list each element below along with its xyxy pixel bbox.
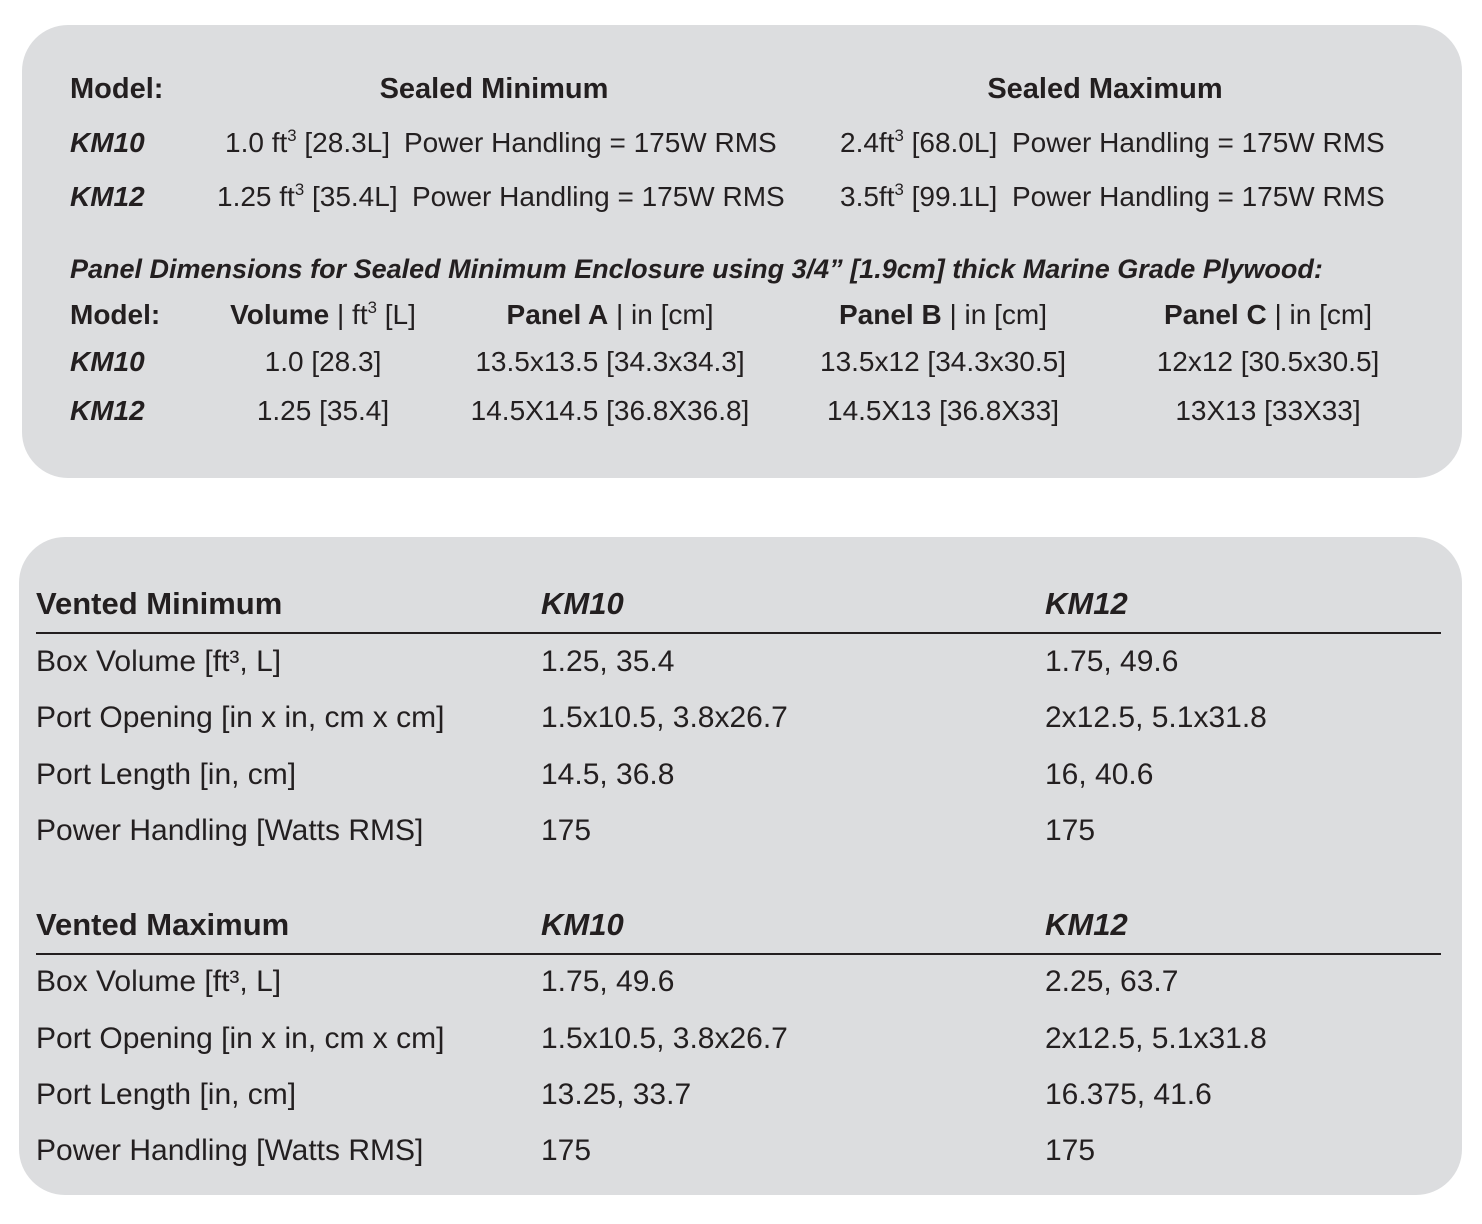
vented-min-title: Vented Minimum (36, 586, 283, 621)
vented-max-title: Vented Maximum (36, 907, 290, 942)
sealed-max-volume: $3.5ft^3$ [99.1L] (840, 180, 998, 212)
panel-row-volume: 1.25 [35.4] (256, 395, 390, 426)
vented-row-label: Port Opening [in x in, cm x cm] (36, 701, 445, 734)
sealed-row-model: KM12 (70, 181, 145, 212)
panel-volume-heading: Volume | $ft^3$ [L] (230, 298, 416, 330)
panel-row-b: 14.5X13 [36.8X33] (827, 395, 1059, 426)
vented-max-km12-heading: KM12 (1045, 907, 1128, 942)
vented-min-divider (36, 632, 1441, 634)
sealed-min-volume: 1.25 $ft^3$ [35.4L] (217, 180, 398, 212)
vented-max-km10-heading: KM10 (541, 907, 624, 942)
panel-row-a: 14.5X14.5 [36.8X36.8] (470, 395, 750, 426)
vented-row-label: Port Length [in, cm] (36, 758, 297, 791)
sealed-max-power: Power Handling = 175W RMS (1012, 181, 1385, 212)
vented-row-label: Box Volume [ft³, L] (36, 965, 282, 998)
sealed-row-model: KM10 (70, 127, 145, 158)
vented-row-label: Box Volume [ft³, L] (36, 645, 282, 678)
vented-row-label: Port Length [in, cm] (36, 1078, 297, 1111)
panel-a-heading: Panel A | in [cm] (506, 299, 714, 330)
sealed-min-heading: Sealed Minimum (379, 73, 609, 105)
vented-row-km10: 1.5x10.5, 3.8x26.7 (541, 1022, 788, 1055)
vented-max-divider (36, 953, 1441, 955)
vented-row-km12: 16, 40.6 (1045, 758, 1154, 791)
vented-min-km10-heading: KM10 (541, 586, 624, 621)
sealed-max-volume: $2.4ft^3$ [68.0L] (840, 126, 998, 158)
panel-row-c: 13X13 [33X33] (1175, 395, 1361, 426)
vented-row-km12: 2.25, 63.7 (1045, 965, 1179, 998)
panel-row-model: KM12 (70, 395, 145, 426)
sealed-min-power: Power Handling = 175W RMS (404, 127, 777, 158)
sealed-min-power: Power Handling = 175W RMS (412, 181, 785, 212)
panel-row-volume: 1.0 [28.3] (264, 346, 382, 377)
panel-c-heading: Panel C | in [cm] (1164, 299, 1372, 330)
vented-row-km10: 1.25, 35.4 (541, 645, 675, 678)
vented-row-label: Power Handling [Watts RMS] (36, 1134, 424, 1167)
vented-row-km12: 1.75, 49.6 (1045, 645, 1179, 678)
vented-row-label: Power Handling [Watts RMS] (36, 814, 424, 847)
sealed-max-power: Power Handling = 175W RMS (1012, 127, 1385, 158)
vented-row-km10: 175 (541, 1134, 592, 1167)
vented-row-km12: 16.375, 41.6 (1045, 1078, 1212, 1111)
vented-row-km12: 175 (1045, 1134, 1096, 1167)
panel-row-a: 13.5x13.5 [34.3x34.3] (475, 346, 745, 377)
vented-row-km10: 13.25, 33.7 (541, 1078, 692, 1111)
sealed-min-volume: 1.0 $ft^3$ [28.3L] (225, 126, 391, 158)
vented-row-km10: 1.75, 49.6 (541, 965, 675, 998)
vented-min-km12-heading: KM12 (1045, 586, 1128, 621)
vented-row-km10: 175 (541, 814, 592, 847)
vented-row-km10: 1.5x10.5, 3.8x26.7 (541, 701, 788, 734)
panel-dimensions-title: Panel Dimensions for Sealed Minimum Enclosure using 3/4” [1.9cm] thick Marine Grade Plywood: (70, 254, 1323, 284)
panel-model-label: Model: (70, 299, 161, 330)
sealed-model-label: Model: (70, 73, 164, 105)
panel-b-heading: Panel B | in [cm] (839, 299, 1047, 330)
sealed-max-heading: Sealed Maximum (987, 73, 1223, 105)
panel-row-c: 12x12 [30.5x30.5] (1156, 346, 1380, 377)
panel-row-model: KM10 (70, 346, 145, 377)
vented-row-km10: 14.5, 36.8 (541, 758, 675, 791)
vented-row-label: Port Opening [in x in, cm x cm] (36, 1022, 445, 1055)
vented-row-km12: 2x12.5, 5.1x31.8 (1045, 701, 1267, 734)
panel-row-b: 13.5x12 [34.3x30.5] (820, 346, 1066, 377)
vented-row-km12: 2x12.5, 5.1x31.8 (1045, 1022, 1267, 1055)
vented-row-km12: 175 (1045, 814, 1096, 847)
